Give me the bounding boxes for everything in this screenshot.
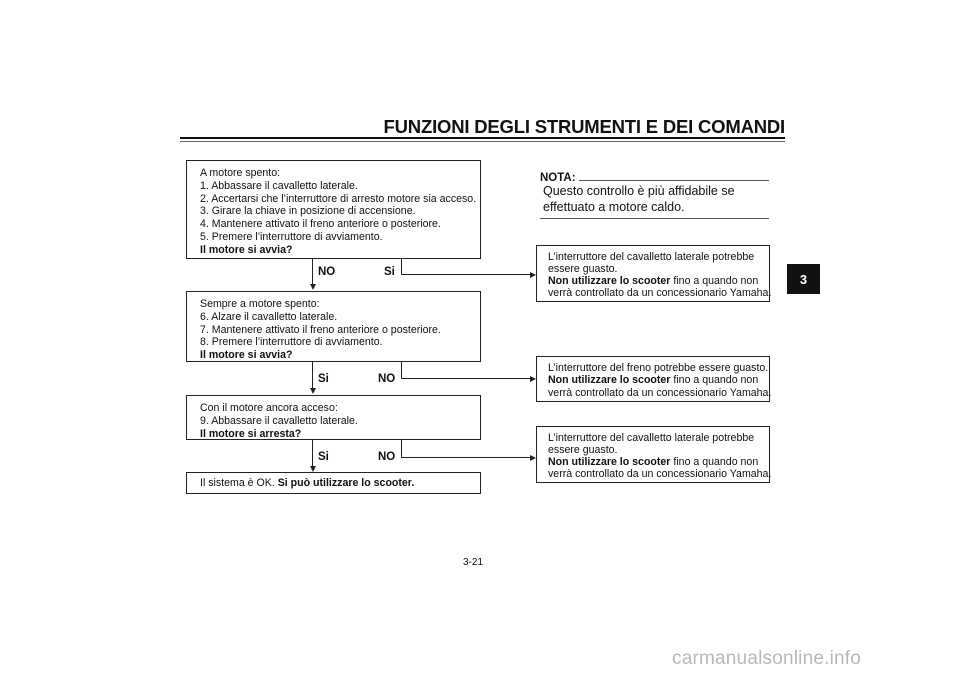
box1-line: 3. Girare la chiave in posizione di accensione. [200,205,416,218]
result1-line: verrà controllato da un concessionario Yamaha. [548,287,772,299]
result-box-brake-fault [536,356,770,402]
header-rule [180,137,785,139]
box3-line: 9. Abbassare il cavalletto laterale. [200,414,358,427]
connector-box1-down [312,259,313,285]
result3-line: essere guasto. [548,444,618,456]
box1-line: 2. Accertarsi che l’interruttore di arresto motore sia acceso. [200,192,477,205]
box2-line: Sempre a motore spento: [200,298,320,310]
box2-line: 7. Mantenere attivato il freno anteriore o posteriore. [200,323,441,336]
box2-line: 6. Alzare il cavalletto laterale. [200,310,338,323]
connector-box2-right [401,378,531,379]
flow-box-stand-up-test [186,291,481,362]
box1-right-label: Si [384,266,395,278]
result1-line: L’interruttore del cavalletto laterale potrebbe [548,251,755,263]
box1-question: Il motore si avvia? [200,243,293,256]
note-rule-top [579,180,769,181]
connector-box2-right-drop [401,362,402,379]
result1-line: essere guasto. [548,263,618,275]
watermark: carmanualsonline.info [672,648,862,669]
box1-line: 5. Premere l’interruttore di avviamento. [200,230,383,243]
result3-line: verrà controllato da un concessionario Yamaha. [548,468,772,480]
box2-line: 8. Premere l’interruttore di avviamento. [200,336,383,349]
result-box-sidestand-fault-2 [536,426,770,483]
box2-down-label: Si [318,373,329,385]
box1-line: 1. Abbassare il cavalletto laterale. [200,179,358,192]
connector-box1-right-drop [401,259,402,275]
box2-right-label: NO [378,373,396,385]
arrow-down-icon [310,388,316,394]
connector-box3-right [401,457,531,458]
result2-line: Non utilizzare lo scooter fino a quando non [548,374,759,387]
result2-line: verrà controllato da un concessionario Yamaha. [548,386,772,399]
flow-box-system-ok [186,472,481,494]
connector-box3-right-drop [401,440,402,458]
box3-question: Il motore si arresta? [200,427,302,440]
box1-line: A motore spento: [200,167,281,179]
note-label: NOTA: [540,172,576,184]
box1-line: 4. Mantenere attivato il freno anteriore o posteriore. [200,218,441,231]
connector-box1-right [401,274,531,275]
box3-right-label: NO [378,451,396,463]
box1-down-label: NO [318,266,336,278]
result1-line: Non utilizzare lo scooter fino a quando non [548,275,759,287]
header-rule-thin [180,141,785,142]
connector-box3-down [312,440,313,467]
page-title: FUNZIONI DEGLI STRUMENTI E DEI COMANDI [383,116,785,137]
result3-line: Non utilizzare lo scooter fino a quando non [548,456,759,468]
flow-box-start-test [186,160,481,259]
flow-box-engine-stop-test [186,395,481,440]
result-box-sidestand-fault-1 [536,245,770,302]
box4-text: Il sistema è OK. Si può utilizzare lo scooter. [200,477,415,489]
arrow-down-icon [310,284,316,290]
box3-line: Con il motore ancora acceso: [200,402,338,414]
page-number: 3-21 [463,557,484,568]
chapter-tab: 3 [787,264,820,294]
box2-question: Il motore si avvia? [200,349,293,362]
box3-down-label: Si [318,451,329,463]
result2-line: L’interruttore del freno potrebbe essere guasto. [548,362,769,374]
result3-line: L’interruttore del cavalletto laterale potrebbe [548,432,755,444]
connector-box2-down [312,362,313,389]
note-text: Questo controllo è più affidabile se effettuato a motore caldo. [543,184,735,214]
note-rule-bottom [540,218,769,219]
